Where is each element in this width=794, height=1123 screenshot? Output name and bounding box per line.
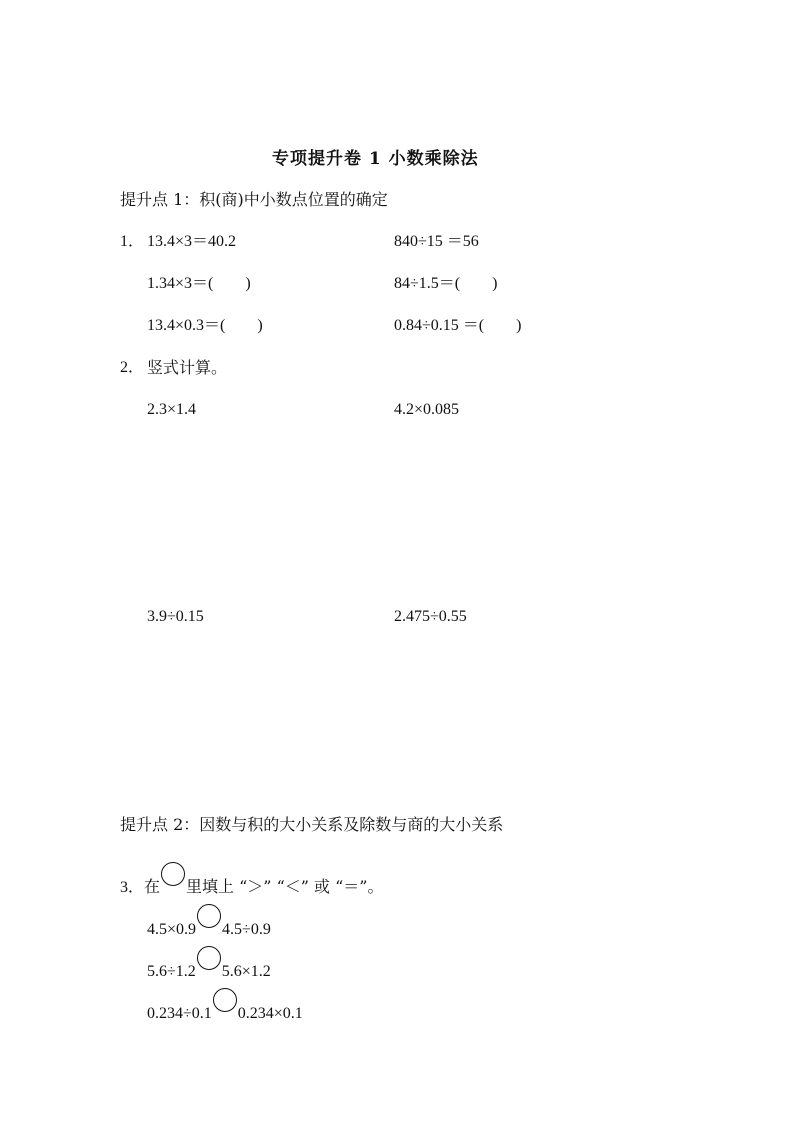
compare-left: 5.6÷1.2 <box>147 963 196 980</box>
q1-left-line-2: 1.34×3＝( ) <box>147 275 251 292</box>
q1-right-line-2: 84÷1.5＝( ) <box>394 275 498 292</box>
question-number-1: 1． <box>120 233 145 250</box>
q1-left-line-3: 13.4×0.3＝( ) <box>147 317 263 334</box>
compare-row <box>147 904 271 938</box>
q2-item-1: 2.3×1.4 <box>147 401 197 418</box>
q1-left-line-1: 13.4×3＝40.2 <box>147 233 237 250</box>
q2-item-4: 2.475÷0.55 <box>394 608 467 625</box>
compare-row <box>147 988 303 1022</box>
answer-circle-icon[interactable] <box>213 988 237 1012</box>
blank-circle-icon <box>161 862 185 886</box>
q3-prompt-before: 在 <box>144 877 161 896</box>
compare-right: 4.5÷0.9 <box>222 921 271 938</box>
q2-item-2: 4.2×0.085 <box>394 401 460 418</box>
question-number-2: 2． <box>120 359 145 376</box>
answer-circle-icon[interactable] <box>197 904 221 928</box>
compare-row <box>147 946 271 980</box>
q2-prompt: 竖式计算。 <box>147 358 228 377</box>
q3-prompt-after: 里填上 “＞” “＜” 或 “＝”。 <box>186 877 384 896</box>
q2-item-3: 3.9÷0.15 <box>147 608 204 625</box>
compare-left: 0.234÷0.1 <box>147 1005 212 1022</box>
compare-right: 5.6×1.2 <box>221 963 271 980</box>
page-title: 专项提升卷 1 小数乘除法 <box>272 149 479 169</box>
q1-right-line-1: 840÷15 ＝56 <box>394 233 479 250</box>
question-number-3: 3． <box>120 879 145 896</box>
section-heading-2: 提升点 2：因数与积的大小关系及除数与商的大小关系 <box>120 815 504 834</box>
compare-right: 0.234×0.1 <box>237 1005 303 1022</box>
compare-left: 4.5×0.9 <box>147 921 197 938</box>
section-heading-1: 提升点 1：积(商)中小数点位置的确定 <box>120 190 388 209</box>
answer-circle-icon[interactable] <box>197 946 221 970</box>
q3-prompt-line <box>120 862 383 896</box>
q1-right-line-3: 0.84÷0.15 ＝( ) <box>394 317 522 334</box>
